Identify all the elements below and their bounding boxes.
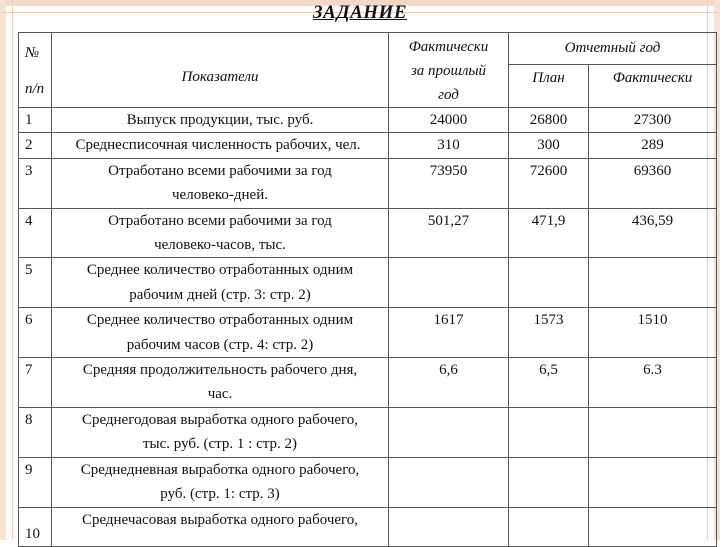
row-number: 7	[19, 358, 52, 408]
row-indicator-line1: Средняя продолжительность рабочего дня,	[82, 362, 358, 379]
table-row	[19, 308, 717, 358]
row-actual-value	[589, 407, 717, 457]
row-plan-value: 26800	[509, 108, 589, 133]
row-indicator-line2: человеко-дней.	[172, 187, 268, 204]
row-indicator	[52, 407, 389, 457]
row-indicator-line2: руб. (стр. 1: стр. 3)	[160, 486, 280, 503]
row-prev-value	[389, 258, 509, 308]
row-plan-value: 300	[509, 133, 589, 158]
row-indicator	[52, 258, 389, 308]
row-plan-value	[509, 258, 589, 308]
header-indicators-cell: Показатели	[52, 33, 389, 108]
row-indicator-line1: Отработано всеми рабочими за год	[108, 212, 332, 229]
row-actual-value: 289	[589, 133, 717, 158]
row-indicator	[52, 308, 389, 358]
row-indicator-line1: Отработано всеми рабочими за год	[108, 162, 332, 179]
row-prev-value: 6,6	[389, 358, 509, 408]
row-indicator-line1: Выпуск продукции, тыс. руб.	[126, 112, 314, 128]
row-actual-value: 69360	[589, 158, 717, 208]
row-actual-value: 436,59	[589, 208, 717, 258]
row-indicator	[52, 358, 389, 408]
task-table	[18, 32, 717, 547]
header-prev-year-cell	[389, 33, 509, 108]
table-row	[19, 258, 717, 308]
header-report-year-cell: Отчетный год	[509, 33, 717, 65]
row-indicator	[52, 108, 389, 133]
page-title: ЗАДАНИЕ	[313, 2, 407, 23]
header-prev-year-line3: год	[438, 87, 459, 103]
row-prev-value	[389, 507, 509, 546]
row-actual-value: 1510	[589, 308, 717, 358]
row-actual-value	[589, 507, 717, 546]
row-number: 8	[19, 407, 52, 457]
table-row	[19, 158, 717, 208]
row-prev-value: 73950	[389, 158, 509, 208]
row-number: 3	[19, 158, 52, 208]
row-plan-value	[509, 507, 589, 546]
table-row	[19, 507, 717, 546]
row-actual-value	[589, 457, 717, 507]
row-prev-value: 1617	[389, 308, 509, 358]
table-row	[19, 208, 717, 258]
header-plan-cell: План	[509, 65, 589, 108]
table-row	[19, 133, 717, 158]
row-indicator	[52, 208, 389, 258]
header-number-cell	[19, 33, 52, 108]
row-prev-value	[389, 407, 509, 457]
row-indicator-line2: человеко-часов, тыс.	[154, 237, 286, 254]
row-indicator-line1: Среднее количество отработанных одним	[86, 312, 354, 329]
row-indicator-line2: рабочим часов (стр. 4: стр. 2)	[126, 336, 314, 353]
row-indicator-line1: Среднечасовая выработка одного рабочего,	[81, 511, 359, 528]
row-prev-value	[389, 457, 509, 507]
row-indicator	[52, 507, 389, 546]
row-actual-value	[589, 258, 717, 308]
header-prev-year-line2: за прошлый	[410, 63, 487, 79]
row-indicator-line1: Среднее количество отработанных одним	[86, 262, 354, 279]
row-actual-value: 6.3	[589, 358, 717, 408]
row-prev-value: 24000	[389, 108, 509, 133]
row-number: 5	[19, 258, 52, 308]
row-plan-value: 471,9	[509, 208, 589, 258]
row-plan-value: 6,5	[509, 358, 589, 408]
row-indicator	[52, 457, 389, 507]
frame-line-left	[12, 0, 13, 540]
header-number-label: п/п	[25, 81, 45, 97]
header-prev-year-line1: Фактически	[408, 39, 489, 55]
row-number: 10	[19, 507, 52, 546]
row-indicator	[52, 158, 389, 208]
row-indicator-line1: Среднедневная выработка одного рабочего,	[80, 461, 360, 478]
row-plan-value	[509, 457, 589, 507]
row-number: 2	[19, 133, 52, 158]
row-indicator-line1: Среднесписочная численность рабочих, чел.	[75, 137, 361, 154]
header-number-symbol: №	[25, 45, 40, 61]
row-indicator-line2: час.	[207, 386, 233, 403]
row-actual-value: 27300	[589, 108, 717, 133]
row-indicator-line1: Среднегодовая выработка одного рабочего,	[81, 411, 359, 428]
header-actual-cell: Фактически	[589, 65, 717, 108]
row-plan-value	[509, 407, 589, 457]
table-row	[19, 407, 717, 457]
table-row	[19, 358, 717, 408]
table-row	[19, 108, 717, 133]
row-prev-value: 310	[389, 133, 509, 158]
row-number: 1	[19, 108, 52, 133]
row-prev-value: 501,27	[389, 208, 509, 258]
table-row	[19, 457, 717, 507]
row-plan-value: 72600	[509, 158, 589, 208]
table-header-row	[19, 33, 717, 65]
row-indicator-line2: рабочим дней (стр. 3: стр. 2)	[129, 286, 311, 303]
row-number: 9	[19, 457, 52, 507]
frame-left-decoration	[0, 0, 6, 540]
row-number: 4	[19, 208, 52, 258]
row-plan-value: 1573	[509, 308, 589, 358]
row-indicator-line2: тыс. руб. (стр. 1 : стр. 2)	[143, 436, 297, 453]
row-number: 6	[19, 308, 52, 358]
row-indicator	[52, 133, 389, 158]
